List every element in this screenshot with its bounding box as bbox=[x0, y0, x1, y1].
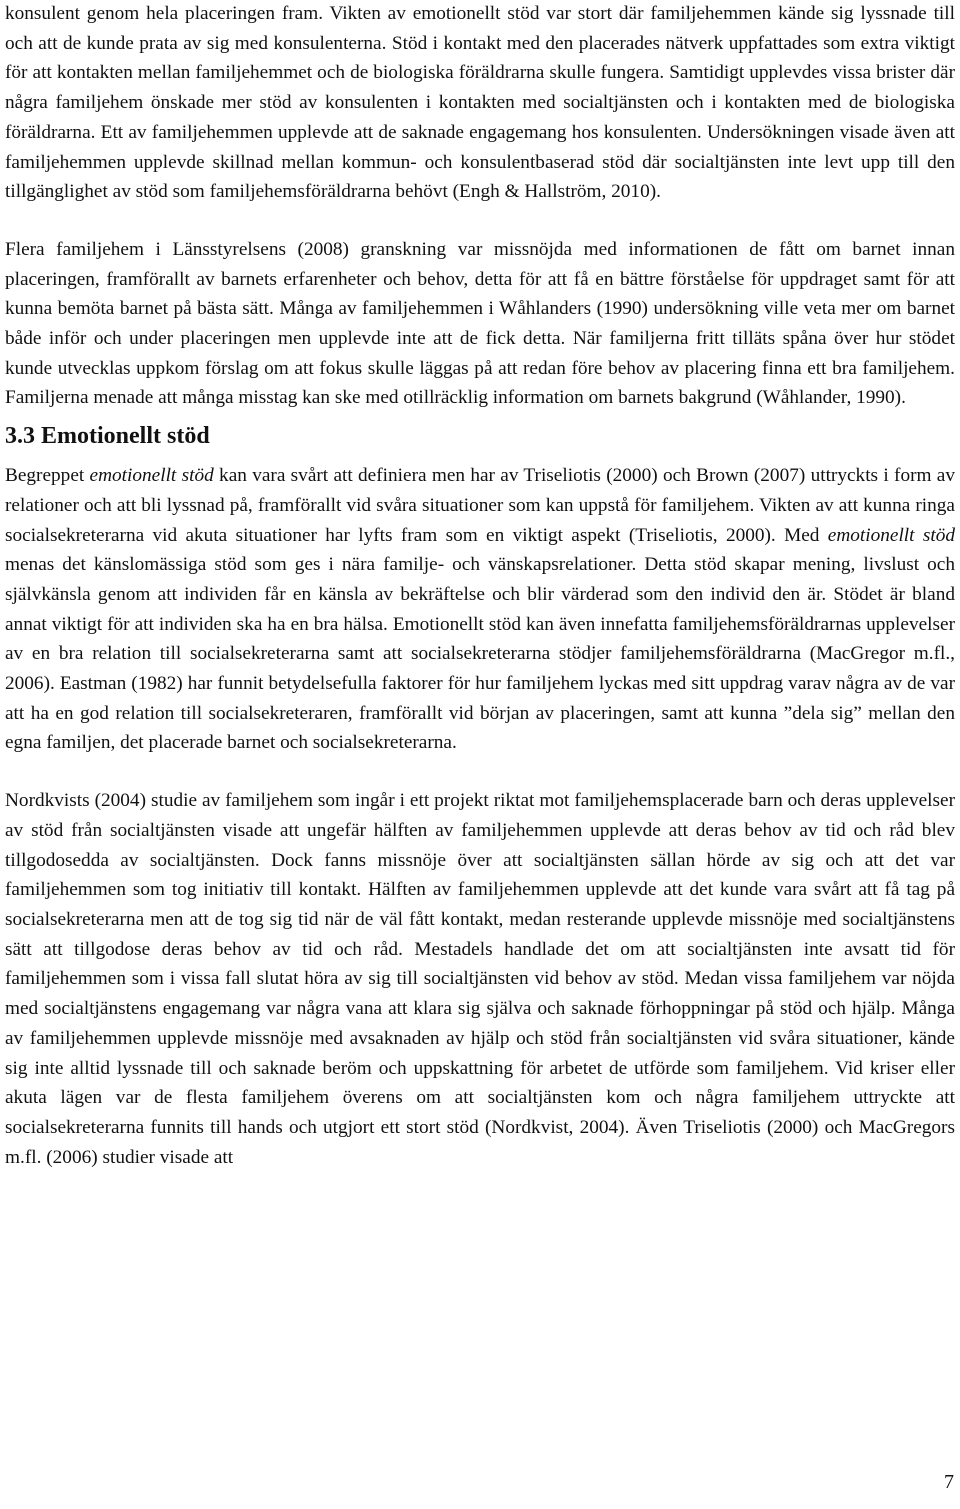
paragraph-gap bbox=[5, 758, 955, 786]
paragraph-text: kan vara svårt att definiera men har av Triseliotis (2000) och Brown (2007) uttryckts i form av relationer och att bli lyssnad på, framförallt vid svåra situationer som kan uppstå för familjehem. Vikten av att kunna ringa socialsekreterarna vid akuta situationer har lyfts fram som en viktigt aspekt (Triseliotis, 2000). Med bbox=[5, 465, 956, 546]
paragraph-gap bbox=[5, 207, 955, 235]
paragraph-text: menas det känslomässiga stöd som ges i nära familje- och vänskapsrelationer. Detta stöd skapar mening, livslust och självkänsla genom att individen får en känsla av bekräftelse och blir värderad som den individ den är. Stödet är bland annat viktigt för att individen ska ha en bra hälsa. Emotionellt stöd kan även innefatta familjehemsföräldrarnas upplevelser av en bra relation till socialsekreterarna samt att socialsekreterarna stödjer familjehemsföräldrarna (MacGregor m.fl., 2006). Eastman (1982) har funnit betydelsefulla faktorer för hur familjehem lyckas med sitt uppdrag varav några av de var att ha en god relation till socialsekreteraren, framförallt vid början av placeringen, samt att kunna ”dela sig” mellan den egna familjen, det placerade barnet och socialsekreterarna. bbox=[5, 554, 955, 754]
document-page bbox=[5, 0, 955, 1172]
paragraph-continuation: konsulent genom hela placeringen fram. Vikten av emotionellt stöd var stort där familjehemmen kände sig lyssnade till och att de kunde prata av sig med konsulenterna. Stöd i kontakt med den placerades nätverk uppfattades som extra viktigt för att kontakten mellan familjehemmet och de biologiska föräldrarna skulle fungera. Samtidigt upplevdes vissa brister där några familjehem önskade mer stöd av konsulenten i kontakten med socialtjänsten och i kontakten med de biologiska föräldrarna. Ett av familjehemmen upplevde att de saknade engagemang hos konsulenten. Undersökningen visade även att familjehemmen upplevde skillnad mellan kommun- och konsulentbaserad stöd där socialtjänsten inte levt upp till den tillgänglighet av stöd som familjehemsföräldrarna behövt (Engh & Hallström, 2010). bbox=[5, 3, 955, 203]
paragraph-nordkvist: Nordkvists (2004) studie av familjehem som ingår i ett projekt riktat mot familjehemsplacerade barn och deras upplevelser av stöd från socialtjänsten visade att ungefär hälften av familjehemmen upplevde att deras behov av tid och råd blev tillgodosedda av socialtjänsten. Dock fanns missnöje över att socialtjänsten sällan hörde av sig och att det var familjehemmen som tog initiativ till kontakt. Hälften av familjehemmen upplevde att det kunde vara svårt att få tag på socialsekreterarna men att de tog sig tid när de väl fått kontakt, medan resterande upplevde missnöje med socialtjänstens sätt att tillgodose deras behov av tid och råd. Mestadels handlade det om att socialtjänsten inte avsatt tid för familjehemmen som i vissa fall slutat höra av sig till socialtjänsten vid behov av stöd. Medan vissa familjehem var nöjda med socialtjänstens engagemang var några vana att klara sig själva och saknade förhoppningar på stöd och hjälp. Många av familjehemmen upplevde missnöje med avsaknaden av hjälp och stöd från socialtjänsten vid svåra situationer, kände sig inte alltid lyssnade till och saknade beröm och uppskattning för arbetet de utförde som familjehem. Vid kriser eller akuta lägen var de flesta familjehem överens om att socialtjänsten kom och några familjehem uttryckte att socialsekreterarna funnits till hands och utgjort ett stort stöd (Nordkvist, 2004). Även Triseliotis (2000) och MacGregors m.fl. (2006) studier visade att bbox=[5, 790, 955, 1168]
italic-term: emotionellt stöd bbox=[827, 524, 955, 546]
paragraph-emotionellt-stod bbox=[5, 461, 955, 758]
page-number: 7 bbox=[944, 1471, 954, 1493]
section-heading: 3.3 Emotionellt stöd bbox=[5, 423, 210, 450]
paragraph-lansstyrelsen: Flera familjehem i Länsstyrelsens (2008) granskning var missnöjda med informationen de fått om barnet innan placeringen, framförallt av barnets erfarenheter och behov, detta för att få en bättre förståelse för uppdraget samt för att kunna bemöta barnet på bästa sätt. Många av familjehemmen i Wåhlanders (1990) undersökning ville veta mer om barnet både inför och under placeringen men upplevde inte att de fick detta. När familjerna fritt tilläts spåna över hur stödet kunde utvecklas uppkom förslag om att fokus skulle läggas på att redan före behov av placering finna ett bra familjehem. Familjerna menade att många misstag kan ske med otillräcklig information om barnets bakgrund (Wåhlander, 1990). bbox=[5, 238, 955, 409]
paragraph-text: Begreppet bbox=[5, 465, 90, 487]
italic-term: emotionellt stöd bbox=[89, 465, 214, 487]
